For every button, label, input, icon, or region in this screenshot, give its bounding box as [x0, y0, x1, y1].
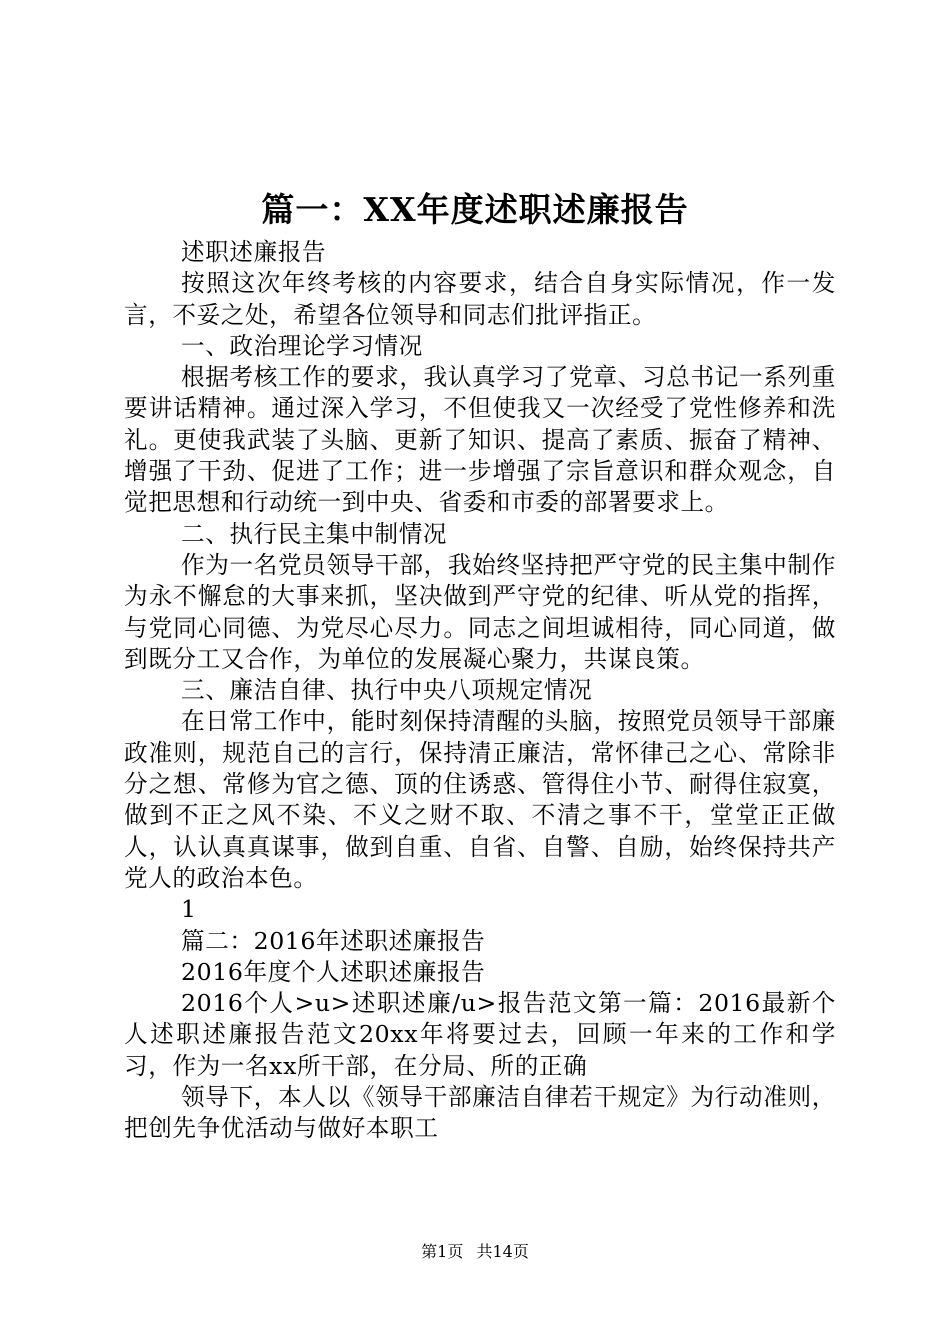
article-2-subtitle: 2016年度个人述职述廉报告	[181, 957, 486, 986]
section-heading-1: 一、政治理论学习情况	[181, 331, 423, 360]
document-title: 篇一：XX年度述职述廉报告	[261, 190, 689, 229]
section-heading-3: 三、廉洁自律、执行中央八项规定情况	[181, 676, 593, 705]
paragraph-intro: 按照这次年终考核的内容要求，结合自身实际情况，作一发言，不妥之处，希望各位领导和同志们批评指正。	[124, 269, 836, 329]
paragraph-article-2-intro: 2016个人>u>述职述廉/u>报告范文第一篇：2016最新个人述职述廉报告范文20xx年将要过去，回顾一年来的工作和学习，作为一名xx所干部，在分局、所的正确	[124, 989, 836, 1080]
inline-page-number: 1	[181, 895, 197, 924]
paragraph-article-2-continued: 领导下，本人以《领导干部廉洁自律若干规定》为行动准则，把创先争优活动与做好本职工	[124, 1083, 836, 1143]
page-total-label: 共14页	[476, 1242, 529, 1261]
paragraph-section-3: 在日常工作中，能时刻保持清醒的头脑，按照党员领导干部廉政准则，规范自己的言行，保持清正廉洁，常怀律己之心、常除非分之想、常修为官之德、顶的住诱惑、管得住小节、耐得住寂寞，做到不正之风不染、不义之财不取、不清之事不干，堂堂正正做人，认认真真谋事，做到自重、自省、自警、自励，始终保持共产党人的政治本色。	[124, 707, 836, 892]
section-heading-2: 二、执行民主集中制情况	[181, 519, 448, 548]
page-number-label: 第1页	[421, 1242, 464, 1261]
paragraph-subtitle: 述职述廉报告	[181, 238, 327, 266]
document-body	[124, 237, 836, 1145]
article-2-title: 篇二：2016年述职述廉报告	[181, 926, 486, 955]
page-footer	[0, 1241, 950, 1263]
paragraph-section-2: 作为一名党员领导干部，我始终坚持把严守党的民主集中制作为永不懈怠的大事来抓，坚决做到严守党的纪律、听从党的指挥，与党同心同德、为党尽心尽力。同志之间坦诚相待，同心同道，做到既分工又合作，为单位的发展凝心聚力，共谋良策。	[124, 550, 836, 673]
paragraph-section-1: 根据考核工作的要求，我认真学习了党章、习总书记一系列重要讲话精神。通过深入学习，不但使我又一次经受了党性修养和洗礼。更使我武装了头脑、更新了知识、提高了素质、振奋了精神、增强了干劲、促进了工作；进一步增强了宗旨意识和群众观念，自觉把思想和行动统一到中央、省委和市委的部署要求上。	[124, 363, 836, 517]
